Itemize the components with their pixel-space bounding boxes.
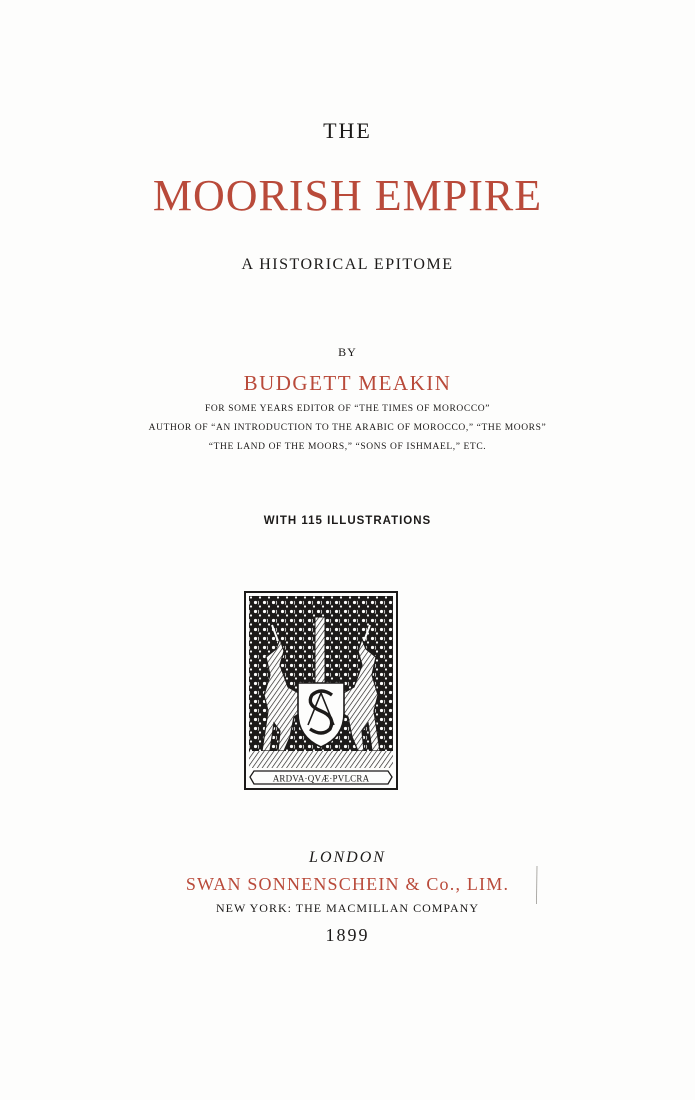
- imprint-place: LONDON: [309, 849, 386, 866]
- co-publisher: NEW YORK: THE MACMILLAN COMPANY: [215, 901, 479, 915]
- publication-year: 1899: [325, 925, 370, 945]
- author-credential-line: “THE LAND OF THE MOORS,” “SONS OF ISHMAEL,” ETC.: [208, 442, 487, 452]
- margin-pencil-mark: [536, 866, 538, 904]
- illustrations-note: WITH 115 ILLUSTRATIONS: [263, 515, 432, 527]
- device-motto: ARDVA·QVÆ·PVLCRA: [272, 773, 370, 784]
- book-subtitle: A HISTORICAL EPITOME: [241, 256, 454, 273]
- publisher-name: SWAN SONNENSCHEIN & Co., LIM.: [185, 874, 510, 894]
- by-line: BY: [338, 345, 357, 359]
- author-name: BUDGETT MEAKIN: [243, 371, 452, 395]
- printers-device-image: [244, 591, 398, 790]
- author-credential-line: AUTHOR OF “AN INTRODUCTION TO THE ARABIC OF MOROCCO,” “THE MOORS”: [148, 423, 547, 433]
- title-article: THE: [323, 118, 372, 143]
- author-credential-line: FOR SOME YEARS EDITOR OF “THE TIMES OF MOROCCO”: [204, 404, 491, 414]
- book-title: MOORISH EMPIRE: [152, 171, 543, 220]
